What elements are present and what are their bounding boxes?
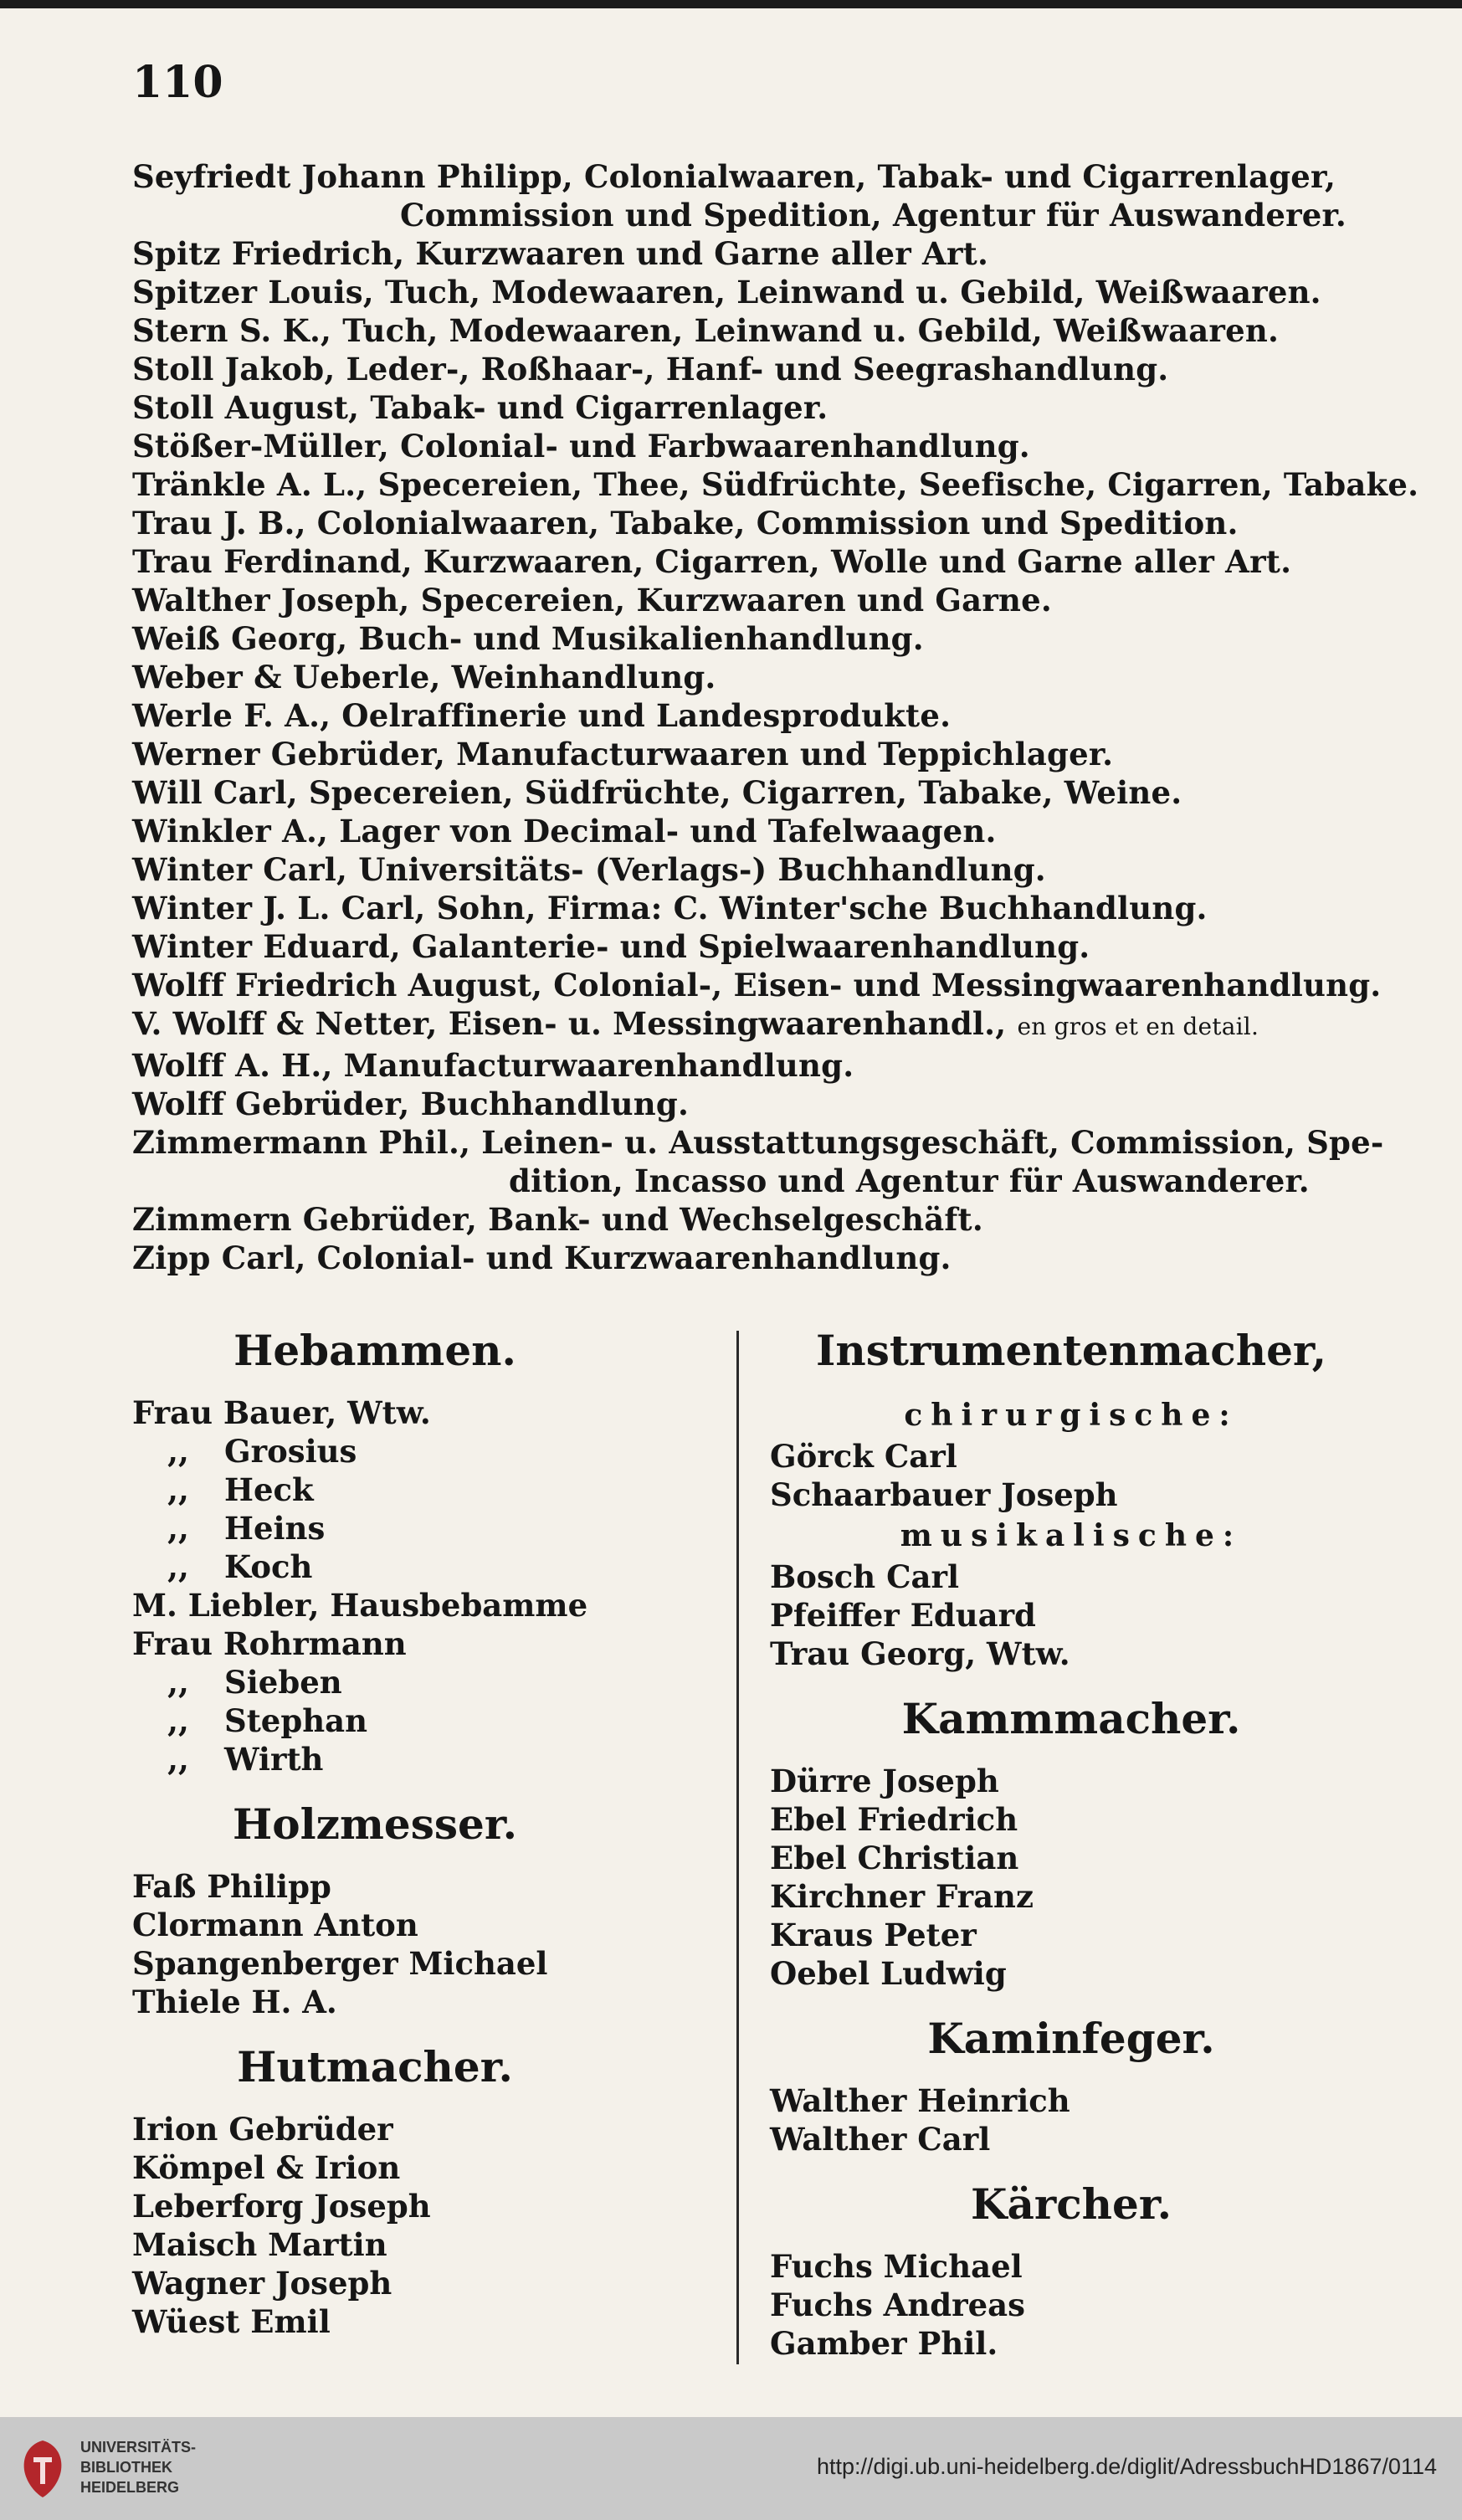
ditto-mark: ,, [167, 1741, 189, 1778]
footer-bar [0, 2417, 1462, 2520]
entry-line: Winter Carl, Universitäts- (Verlags-) Buchhandlung. [132, 851, 1046, 888]
list-item: ,, Stephan [132, 1701, 718, 1740]
entry-line: dition, Incasso und Agentur für Auswanderer. [509, 1162, 1310, 1199]
entry-line: Walther Joseph, Specereien, Kurzwaaren und Garne. [132, 582, 1052, 618]
entry-line: Wolff Friedrich August, Colonial-, Eisen- und Messingwaarenhandlung. [132, 967, 1382, 1003]
list-item: Frau Rohrmann [132, 1625, 407, 1662]
directory-entries [132, 157, 1419, 1277]
entry-line: Werle F. A., Oelraffinerie und Landesprodukte. [132, 697, 952, 734]
list-item: Ebel Friedrich [770, 1801, 1018, 1838]
entry-line: Trau J. B., Colonialwaaren, Tabake, Commission und Spedition. [132, 505, 1239, 541]
section-heading: Holzmesser. [233, 1799, 517, 1849]
list-item: ,, Grosius [132, 1432, 718, 1470]
page-number: 110 [132, 57, 223, 108]
list-item: Fuchs Michael [770, 2248, 1023, 2285]
list-item: ,, Sieben [132, 1663, 718, 1701]
section-heading: Hutmacher. [237, 2042, 513, 2091]
section-heading: Hebammen. [233, 1326, 516, 1375]
ditto-mark: ,, [167, 1471, 189, 1508]
list-item: Irion Gebrüder [132, 2111, 393, 2148]
library-name: UNIVERSITÄTS- BIBLIOTHEK HEIDELBERG [80, 2439, 197, 2496]
subheading: musikalische: [900, 1518, 1243, 1553]
list-item: Wüest Emil [132, 2303, 331, 2340]
list-item: Faß Philipp [132, 1868, 331, 1905]
section-heading: Kammmacher. [901, 1694, 1241, 1743]
entry-line: Zipp Carl, Colonial- und Kurzwaarenhandlung. [132, 1239, 952, 1276]
entry-line [132, 1004, 1388, 1046]
entry-line: Stern S. K., Tuch, Modewaaren, Leinwand u. Gebild, Weißwaaren. [132, 312, 1280, 349]
entry-line: Spitz Friedrich, Kurzwaaren und Garne aller Art. [132, 235, 989, 272]
ditto-mark: ,, [167, 1548, 189, 1585]
entry-line: Seyfriedt Johann Philipp, Colonialwaaren, Tabak- und Cigarrenlager, [132, 158, 1336, 195]
entry-line: Winkler A., Lager von Decimal- und Tafelwaagen. [132, 813, 997, 849]
library-logo-icon [13, 2437, 72, 2501]
list-item: Kömpel & Irion [132, 2149, 401, 2186]
source-url[interactable]: http://digi.ub.uni-heidelberg.de/diglit/AdressbuchHD1867/0114 [817, 2454, 1437, 2479]
list-item: Spangenberger Michael [132, 1945, 548, 1982]
list-item: M. Liebler, Hausbebamme [132, 1587, 588, 1624]
list-item: Görck Carl [770, 1438, 957, 1475]
list-item: Bosch Carl [770, 1558, 960, 1595]
ditto-mark: ,, [167, 1702, 189, 1739]
list-item: Maisch Martin [132, 2226, 387, 2263]
entry-line: Werner Gebrüder, Manufacturwaaren und Teppichlager. [132, 736, 1114, 772]
ditto-mark: ,, [167, 1433, 189, 1470]
ditto-mark: ,, [167, 1510, 189, 1547]
entry-suffix: en gros et en detail. [1017, 1013, 1259, 1040]
section-heading: Kärcher. [971, 2179, 1172, 2229]
list-item: Gamber Phil. [770, 2325, 998, 2362]
list-item: Leberforg Joseph [132, 2188, 431, 2225]
list-item: Fuchs Andreas [770, 2286, 1025, 2323]
list-item: Frau Bauer, Wtw. [132, 1394, 431, 1431]
entry-line: Stoll Jakob, Leder-, Roßhaar-, Hanf- und Seegrashandlung. [132, 351, 1169, 387]
entry-line: Zimmermann Phil., Leinen- u. Ausstattungsgeschäft, Commission, Spe- [132, 1124, 1384, 1161]
list-item: Dürre Joseph [770, 1763, 999, 1799]
entry-line: Commission und Spedition, Agentur für Auswanderer. [400, 197, 1347, 234]
entry-line: Wolff A. H., Manufacturwaarenhandlung. [132, 1047, 854, 1084]
list-item: Walther Heinrich [770, 2082, 1070, 2119]
ditto-mark: ,, [167, 1664, 189, 1701]
entry-line: Spitzer Louis, Tuch, Modewaaren, Leinwand u. Gebild, Weißwaaren. [132, 274, 1321, 311]
entry-line: Stößer-Müller, Colonial- und Farbwaarenhandlung. [132, 428, 1030, 464]
entry-line: Tränkle A. L., Specereien, Thee, Südfrüchte, Seefische, Cigarren, Tabake. [132, 466, 1419, 503]
list-item: Wagner Joseph [132, 2265, 392, 2302]
list-item: Kraus Peter [770, 1917, 977, 1953]
entry-line: Will Carl, Specereien, Südfrüchte, Cigarren, Tabake, Weine. [132, 774, 1182, 811]
list-item: Schaarbauer Joseph [770, 1476, 1118, 1513]
list-item: Kirchner Franz [770, 1878, 1034, 1915]
entry-text: V. Wolff & Netter, Eisen- u. Messingwaarenhandl., [132, 1005, 1007, 1042]
list-item: Ebel Christian [770, 1840, 1019, 1876]
entry-line: Weiß Georg, Buch- und Musikalienhandlung. [132, 620, 924, 657]
list-item: ,, Wirth [132, 1740, 718, 1778]
section-heading: Kaminfeger. [927, 2014, 1215, 2063]
entry-line: Wolff Gebrüder, Buchhandlung. [132, 1085, 690, 1122]
entry-line: Trau Ferdinand, Kurzwaaren, Cigarren, Wolle und Garne aller Art. [132, 543, 1292, 580]
column-divider [736, 1331, 739, 2364]
entry-line: Winter J. L. Carl, Sohn, Firma: C. Winter'sche Buchhandlung. [132, 890, 1208, 926]
list-item: ,, Koch [132, 1547, 718, 1586]
subheading: chirurgische: [904, 1398, 1239, 1433]
section-heading: Instrumentenmacher, [815, 1326, 1327, 1375]
entry-line: Stoll August, Tabak- und Cigarrenlager. [132, 389, 828, 426]
list-item: ,, Heins [132, 1509, 718, 1547]
right-column [770, 1318, 1372, 2363]
top-rule [0, 0, 1462, 8]
list-item: ,, Heck [132, 1470, 718, 1509]
list-item: Thiele H. A. [132, 1984, 337, 2020]
entry-line: Zimmern Gebrüder, Bank- und Wechselgeschäft. [132, 1201, 983, 1238]
list-item: Oebel Ludwig [770, 1955, 1007, 1992]
left-column [132, 1318, 718, 2341]
list-item: Trau Georg, Wtw. [770, 1635, 1070, 1672]
list-item: Walther Carl [770, 2121, 991, 2158]
list-item: Clormann Anton [132, 1907, 418, 1943]
list-item: Pfeiffer Eduard [770, 1597, 1036, 1634]
entry-line: Winter Eduard, Galanterie- und Spielwaarenhandlung. [132, 928, 1090, 965]
entry-line: Weber & Ueberle, Weinhandlung. [132, 659, 716, 695]
